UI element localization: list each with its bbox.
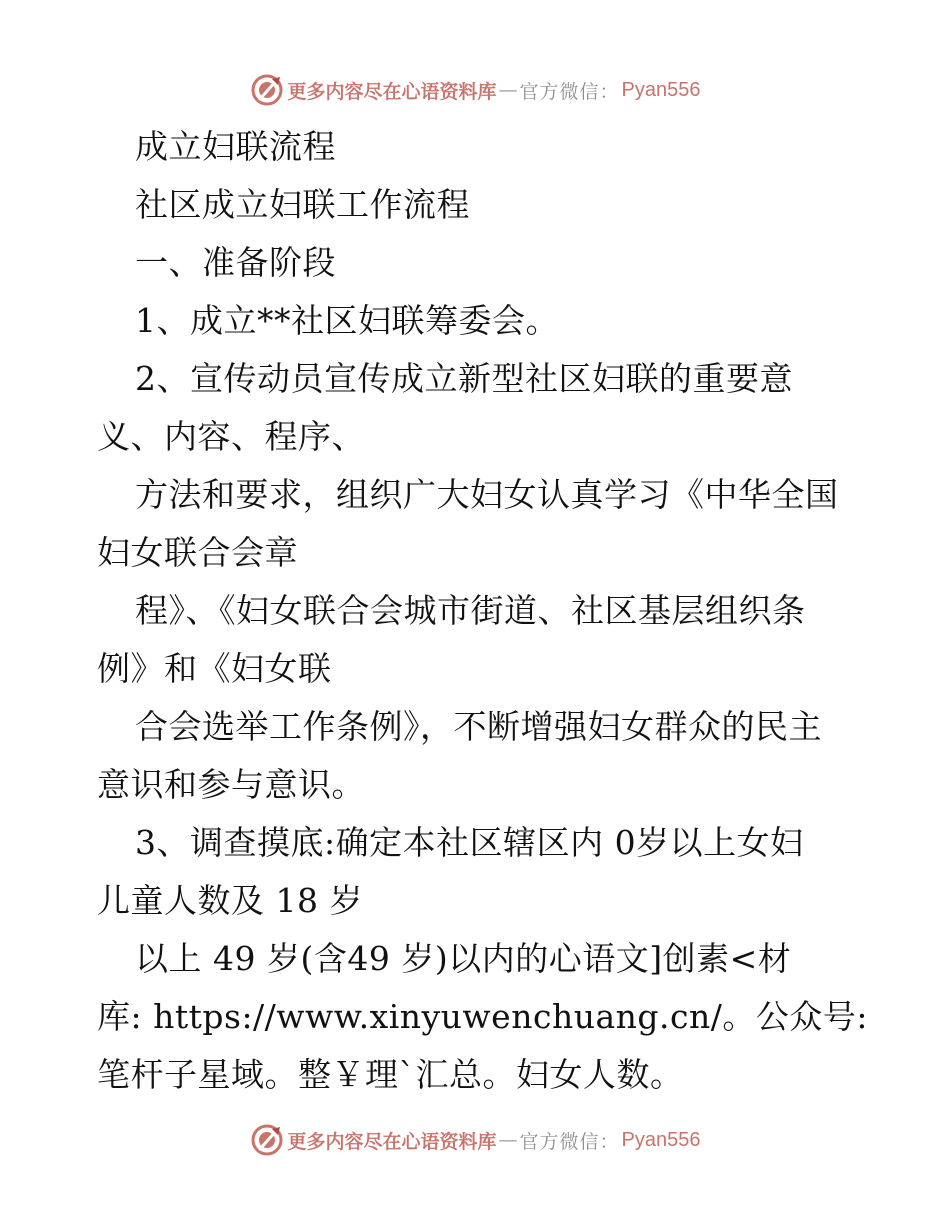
banner-main-text: 更多内容尽在心语资料库 [287,1130,497,1153]
paragraph-line: 儿童人数及 18 岁 [97,881,363,920]
paragraph-line: 方法和要求，组织广大妇女认真学习《中华全国 [135,475,839,514]
paragraph-line: 合会选举工作条例》，不断增强妇女群众的民主 [135,707,822,746]
footer-banner [0,1120,950,1160]
banner-official-text: 官方微信： [519,1130,620,1153]
document-body [97,118,868,1104]
paragraph-line: 2、宣传动员宣传成立新型社区妇联的重要意 [135,359,793,398]
paragraph-line: 以上 49 岁(含49 岁)以内的心语文]创素<材 [135,939,792,978]
section-heading: 一、准备阶段 [135,243,336,282]
brand-logo-icon [250,1123,284,1157]
paragraph-line: 程》、《妇女联合会城市街道、社区基层组织条 [135,591,806,630]
document-title: 成立妇联流程 [135,127,336,166]
banner-dash: — [498,1129,518,1151]
header-banner [0,70,950,110]
banner-official-text: 官方微信： [519,80,620,103]
document-subtitle: 社区成立妇联工作流程 [135,185,470,224]
paragraph-line: 例》和《妇女联 [97,649,332,688]
banner-wechat-id: Pyan556 [621,78,701,101]
paragraph-line: 1、成立**社区妇联筹委会。 [135,301,559,340]
paragraph-line: 意识和参与意识。 [97,765,365,804]
paragraph-line: 库: https://www.xinyuwenchuang.cn/。公众号: [97,997,868,1036]
banner-dash: — [498,79,518,101]
banner-wechat-id: Pyan556 [621,1128,701,1151]
paragraph-line: 义、内容、程序、 [97,417,365,456]
banner-main-text: 更多内容尽在心语资料库 [287,80,497,103]
brand-logo-icon [250,73,284,107]
paragraph-line: 笔杆子星域。整￥理`汇总。妇女人数。 [97,1055,684,1094]
paragraph-line: 妇女联合会章 [97,533,298,572]
paragraph-line: 3、调查摸底:确定本社区辖区内 0岁以上女妇 [135,823,804,862]
